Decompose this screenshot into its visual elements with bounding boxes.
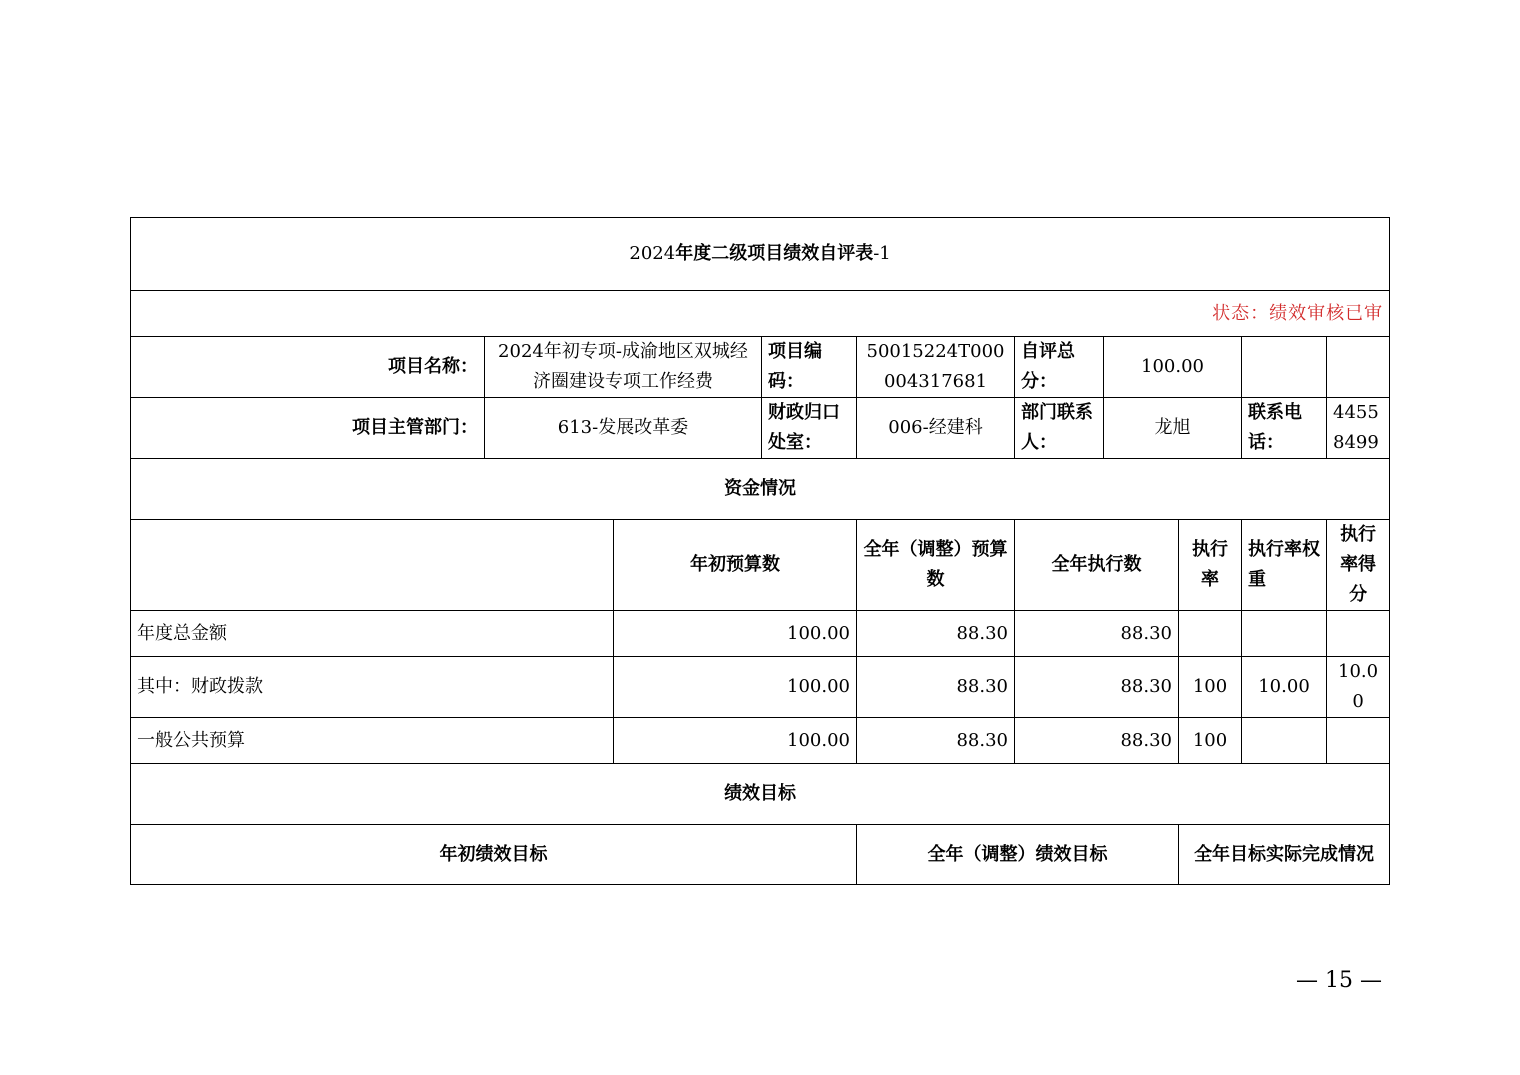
project-name-label: 项目名称： xyxy=(131,337,485,398)
goals-section-title: 绩效目标 xyxy=(131,764,1390,825)
header-adjusted-budget: 全年（调整）预算数 xyxy=(857,520,1015,611)
exec-rate: 100 xyxy=(1179,718,1242,764)
header-adjusted-goal: 全年（调整）绩效目标 xyxy=(857,825,1179,885)
rate-weight xyxy=(1242,718,1327,764)
rate-score xyxy=(1327,611,1390,657)
rate-weight: 10.00 xyxy=(1242,657,1327,718)
adjusted-budget: 88.30 xyxy=(857,657,1015,718)
rate-weight xyxy=(1242,611,1327,657)
executed-amount: 88.30 xyxy=(1015,657,1179,718)
initial-budget: 100.00 xyxy=(614,718,857,764)
header-rate-weight: 执行率权重 xyxy=(1242,520,1327,611)
funds-section-title: 资金情况 xyxy=(131,459,1390,520)
contact-value: 龙旭 xyxy=(1104,398,1242,459)
contact-label: 部门联系人： xyxy=(1015,398,1104,459)
finance-office-value: 006-经建科 xyxy=(857,398,1015,459)
dept-value: 613-发展改革委 xyxy=(485,398,762,459)
empty-cell xyxy=(1242,337,1327,398)
score-label: 自评总分： xyxy=(1015,337,1104,398)
project-code-label: 项目编码： xyxy=(762,337,857,398)
page-number: — 15 — xyxy=(1296,968,1382,993)
funds-header-blank xyxy=(131,520,614,611)
review-status: 状态：绩效审核已审 xyxy=(131,291,1390,337)
header-exec-rate: 执行率 xyxy=(1179,520,1242,611)
project-name-value: 2024年初专项-成渝地区双城经济圈建设专项工作经费 xyxy=(485,337,762,398)
score-value: 100.00 xyxy=(1104,337,1242,398)
header-initial-budget: 年初预算数 xyxy=(614,520,857,611)
initial-budget: 100.00 xyxy=(614,611,857,657)
evaluation-table xyxy=(130,217,1390,885)
adjusted-budget: 88.30 xyxy=(857,718,1015,764)
table-row xyxy=(131,611,1390,657)
executed-amount: 88.30 xyxy=(1015,611,1179,657)
adjusted-budget: 88.30 xyxy=(857,611,1015,657)
phone-value: 44558499 xyxy=(1327,398,1390,459)
row-name: 一般公共预算 xyxy=(131,718,614,764)
initial-budget: 100.00 xyxy=(614,657,857,718)
header-rate-score: 执行率得分 xyxy=(1327,520,1390,611)
title-text: 年度二级项目绩效自评表 xyxy=(675,243,874,264)
header-actual-completion: 全年目标实际完成情况 xyxy=(1179,825,1390,885)
finance-office-label: 财政归口处室： xyxy=(762,398,857,459)
empty-cell xyxy=(1327,337,1390,398)
executed-amount: 88.30 xyxy=(1015,718,1179,764)
table-row xyxy=(131,718,1390,764)
exec-rate xyxy=(1179,611,1242,657)
table-row xyxy=(131,657,1390,718)
exec-rate: 100 xyxy=(1179,657,1242,718)
title-year: 2024 xyxy=(629,243,676,264)
form-title xyxy=(131,218,1390,291)
phone-label: 联系电话： xyxy=(1242,398,1327,459)
rate-score: 10.00 xyxy=(1327,657,1390,718)
project-code-value: 50015224T000004317681 xyxy=(857,337,1015,398)
header-executed: 全年执行数 xyxy=(1015,520,1179,611)
rate-score xyxy=(1327,718,1390,764)
dept-label: 项目主管部门： xyxy=(131,398,485,459)
header-initial-goal: 年初绩效目标 xyxy=(131,825,857,885)
performance-evaluation-form xyxy=(130,217,1389,885)
row-name: 其中：财政拨款 xyxy=(131,657,614,718)
title-suffix: -1 xyxy=(873,243,891,264)
row-name: 年度总金额 xyxy=(131,611,614,657)
